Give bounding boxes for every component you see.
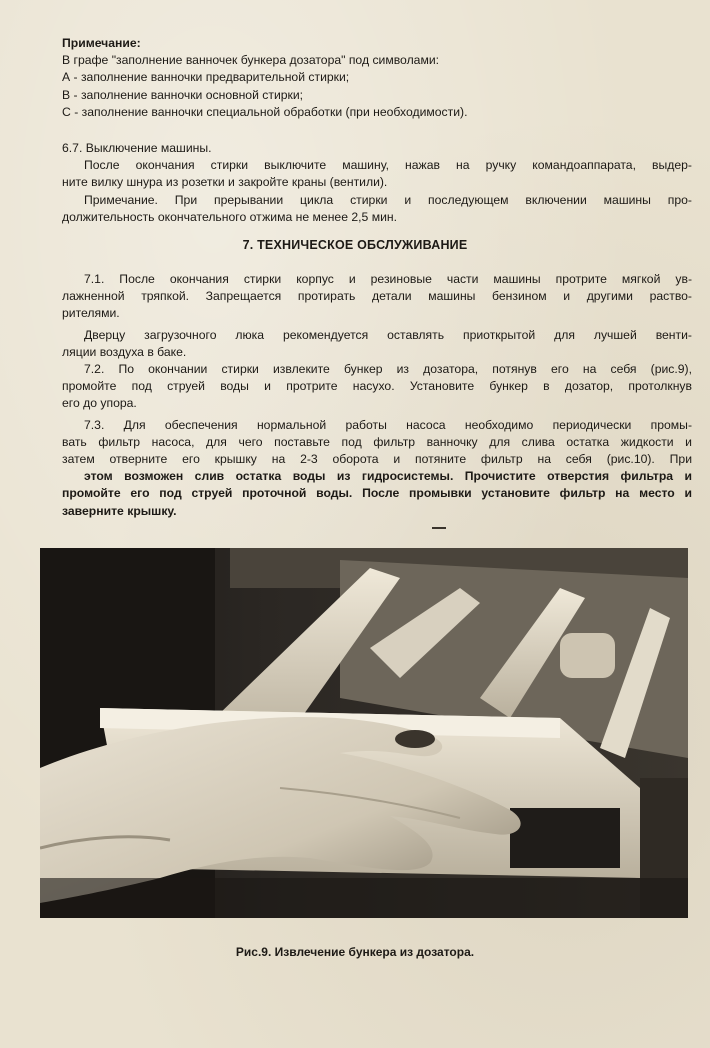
shutdown-heading: 6.7. Выключение машины. — [62, 141, 212, 155]
paragraph-line: ляции воздуха в баке. — [62, 344, 187, 359]
figure-photo — [40, 548, 688, 918]
paragraph-line: промойте его под струей проточной воды. После промывки установите фильтр на место и — [62, 486, 692, 501]
section-title: 7. ТЕХНИЧЕСКОЕ ОБСЛУЖИВАНИЕ — [242, 238, 468, 252]
note-line: В - заполнение ванночки основной стирки; — [62, 87, 304, 102]
shutdown-section — [62, 140, 692, 226]
paragraph-line: 7.1. После окончания стирки корпус и резиновые части машины протрите мягкой ув- — [84, 272, 692, 286]
paragraph-line: этом возможен слив остатка воды из гидросистемы. Прочистите отверстия фильтра и — [84, 469, 692, 484]
paragraph-line: ните вилку шнура из розетки и закройте краны (вентили). — [62, 175, 388, 190]
note-line: В графе "заполнение ванночек бункера дозатора" под символами: — [62, 53, 440, 68]
paragraph-line: Дверцу загрузочного люка рекомендуется оставлять приоткрытой для лучшей венти- — [84, 327, 692, 342]
paragraph-line: затем отверните его крышку на 2-3 оборота и потяните фильтр на себя (рис.10). При — [62, 452, 692, 467]
paragraph-line: промойте под струей воды и протрите насухо. Установите бункер в дозатор, протолкнув — [62, 379, 692, 394]
note-line: А - заполнение ванночки предварительной стирки; — [62, 70, 350, 85]
paragraph-line: лажненной тряпкой. Запрещается протирать детали машины бензином и другими раство- — [62, 289, 692, 304]
paragraph-line: его до упора. — [62, 396, 137, 411]
note-heading: Примечание: — [62, 36, 141, 50]
paragraph-line: 7.3. Для обеспечения нормальной работы насоса необходимо периодически промы- — [84, 417, 692, 432]
paragraph-line: должительность окончательного отжима не менее 2,5 мин. — [62, 209, 397, 224]
paragraph-line: заверните крышку. — [62, 503, 177, 518]
note-line: С - заполнение ванночки специальной обработки (при необходимости). — [62, 104, 468, 119]
note-block — [62, 35, 692, 121]
paragraph-line: Примечание. При прерывании цикла стирки и последующем включении машины про- — [84, 192, 692, 207]
paragraph-line: рителями. — [62, 306, 120, 321]
dispenser-drawer-photo — [40, 548, 688, 918]
paragraph-line: вать фильтр насоса, для чего поставьте под фильтр ванночку для слива остатка жидкости и — [62, 434, 692, 449]
maintenance-section — [62, 271, 692, 520]
figure-caption: Рис.9. Извлечение бункера из дозатора. — [235, 945, 475, 959]
print-mark — [432, 527, 446, 529]
paragraph-line: После окончания стирки выключите машину, нажав на ручку командоаппарата, выдер- — [84, 158, 692, 173]
paragraph-line: 7.2. По окончании стирки извлеките бункер из дозатора, потянув его на себя (рис.9), — [84, 362, 692, 377]
